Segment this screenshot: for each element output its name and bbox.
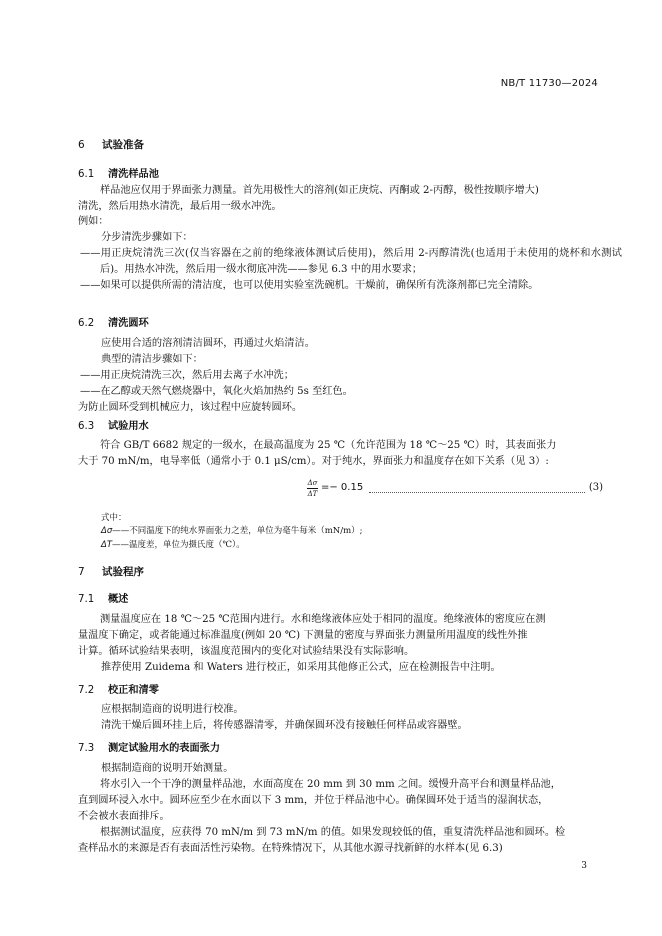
section-title: 校正和清零: [108, 685, 159, 696]
formula-numerator: Δσ: [307, 478, 318, 487]
formula-3: [307, 477, 603, 499]
paragraph: 应根据制造商的说明进行校准。: [101, 704, 244, 715]
section-6-heading: [78, 137, 144, 153]
section-number: 7.2: [78, 685, 95, 696]
section-7-1-heading: [78, 592, 128, 608]
paragraph-continued: 不会被水表面排斥。: [78, 811, 170, 822]
section-title: 试验程序: [102, 566, 144, 578]
definition-row: [101, 525, 601, 538]
formula-denominator: ΔT: [307, 489, 318, 498]
section-title: 清洗样品池: [108, 169, 159, 180]
section-number: 6.1: [78, 169, 95, 180]
definition-symbol: ΔT: [101, 540, 113, 550]
paragraph: 推荐使用 Zuidema 和 Waters 进行校正，如采用其他修正公式，应在检测报告中注明。: [101, 662, 501, 673]
section-number: 7.3: [78, 743, 95, 754]
section-7-2-heading: [78, 683, 159, 699]
section-7-3-heading: [78, 741, 220, 757]
section-number: 7.1: [78, 594, 95, 605]
paragraph-continued: 计算。循环试验结果表明，该温度范围内的变化对试验结果没有实际影响。: [78, 646, 415, 657]
paragraph: 典型的清洁步骤如下：: [101, 354, 203, 365]
paragraph: 符合 GB/T 6682 规定的一级水，在最高温度为 25 ℃（允许范围为 18 ℃～25 ℃）时，其表面张力: [100, 440, 557, 451]
section-number: 6.3: [78, 421, 95, 432]
definition-symbol: Δσ: [101, 526, 113, 536]
section-6-3-heading: [78, 419, 149, 435]
paragraph: 样品池应仅用于界面张力测量。首先用极性大的溶剂(如正庚烷、丙酮或 2-丙醇，极性按顺序增大): [100, 185, 539, 196]
section-title: 测定试验用水的表面张力: [108, 743, 221, 754]
fraction-bar: [307, 488, 318, 489]
dash-item: ——如果可以提供所需的清洁度，也可以使用实验室洗碗机。干燥前，确保所有洗涤剂都已完全清除。: [80, 280, 539, 291]
paragraph-continued: 直到圆环浸入水中。圆环应至少在水面以下 3 mm，并位于样品池中心。确保圆环处于适当的湿润状态，: [78, 795, 549, 806]
section-title: 清洗圆环: [108, 318, 149, 329]
standard-number: NB/T 11730—2024: [500, 78, 598, 89]
section-number: 6: [78, 139, 85, 151]
paragraph-continued: 查样品水的来源是否有表面活性污染物。在特殊情况下，从其他水源寻找新鲜的水样本(见 6.3): [78, 843, 503, 854]
page-number: 3: [581, 861, 587, 871]
paragraph: 将水引入一个干净的测量样品池，水面高度在 20 mm 到 30 mm 之间。缓慢升高平台和测量样品池，: [100, 779, 561, 790]
definition-text: ——不同温度下的纯水界面张力之差，单位为毫牛每米（mN/m）;: [112, 526, 363, 536]
paragraph-continued: 清洗，然后用热水清洗，最后用一级水冲洗。: [78, 201, 282, 212]
paragraph: 测量温度应在 18 ℃～25 ℃范围内进行。水和绝缘液体应处于相同的温度。绝缘液体的密度应在测: [100, 614, 546, 625]
section-number: 7: [78, 566, 85, 578]
example-label: 例如：: [78, 216, 109, 227]
paragraph-continued: 大于 70 mN/m，电导率低（通常小于 0.1 μS/cm）。对于纯水，界面张力和温度存在如下关系（见 3）:: [78, 456, 549, 467]
formula-fraction: [307, 479, 318, 498]
where-label: 式中：: [101, 513, 127, 523]
definition-text: ——温度差，单位为摄氏度（℃）。: [112, 540, 245, 550]
formula-leader-dots: [369, 484, 585, 493]
section-7-heading: [78, 564, 144, 580]
dash-item: ——在乙醇或天然气燃烧器中，氧化火焰加热约 5s 至红色。: [80, 386, 353, 397]
formula-number: (3): [588, 482, 603, 493]
steps-intro: 分步清洗步骤如下：: [101, 232, 193, 243]
section-number: 6.2: [78, 318, 95, 329]
section-title: 概述: [108, 594, 129, 605]
section-title: 试验准备: [102, 139, 144, 151]
section-6-1-heading: [78, 167, 159, 183]
paragraph: 为防止圆环受到机械应力，该过程中应旋转圆环。: [78, 402, 303, 413]
paragraph: 清洗干燥后圆环挂上后，将传感器清零，并确保圆环没有接触任何样品或容器壁。: [101, 720, 468, 731]
formula-expression: =− 0.15: [321, 482, 364, 493]
dash-item: ——用正庚烷清洗三次(仅当容器在之前的绝缘液体测试后使用)，然后用 2-丙醇清洗(也适用于未使用的烧杯和水测试后)。用热水冲洗，然后用一级水彻底冲洗——参见 6.3 中的用水要求；: [80, 248, 622, 275]
paragraph: 根据测试温度，应获得 70 mN/m 到 73 mN/m 的值。如果发现较低的值，重复清洗样品池和圆环。检: [100, 827, 566, 838]
dash-item: ——用正庚烷清洗三次，然后用去离子水冲洗；: [80, 370, 294, 381]
paragraph-continued: 量温度下确定，或者能通过标准温度(例如 20 ℃) 下测量的密度与界面张力测量所用温度的线性外推: [78, 630, 528, 641]
paragraph: 应使用合适的溶剂清洁圆环，再通过火焰清洁。: [101, 338, 315, 349]
paragraph: 根据制造商的说明开始测量。: [101, 763, 234, 774]
section-title: 试验用水: [108, 421, 149, 432]
definition-row: [101, 539, 601, 552]
section-6-2-heading: [78, 316, 149, 332]
